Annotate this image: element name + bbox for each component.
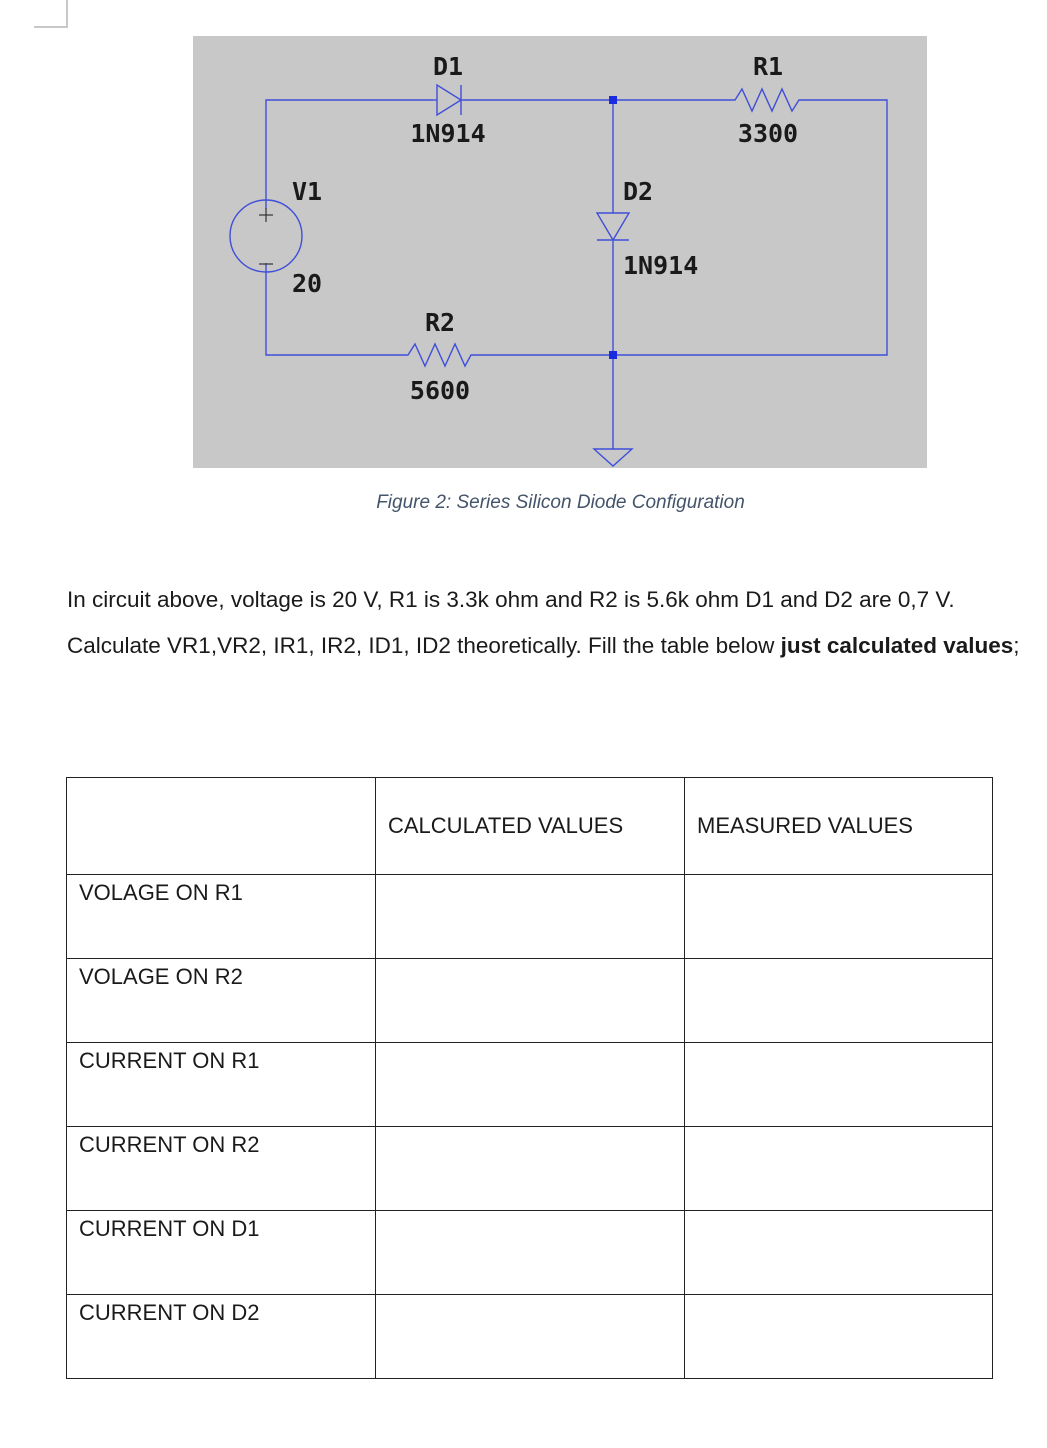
v1-name-label: V1 xyxy=(292,177,323,206)
measured-value-cell[interactable] xyxy=(685,1127,993,1211)
figure-caption: Figure 2: Series Silicon Diode Configuration xyxy=(376,492,745,513)
table-row xyxy=(67,959,993,1043)
calculated-value-cell[interactable] xyxy=(376,875,685,959)
row-label: CURRENT ON D1 xyxy=(67,1211,376,1295)
instruction-line-2-text: Calculate VR1,VR2, IR1, IR2, ID1, ID2 theoretically. Fill the table below xyxy=(67,633,781,658)
instruction-line-1: In circuit above, voltage is 20 V, R1 is 3.3k ohm and R2 is 5.6k ohm D1 and D2 are 0,7 V. xyxy=(67,587,955,612)
header-cell-empty xyxy=(67,778,376,875)
row-label: VOLAGE ON R2 xyxy=(67,959,376,1043)
r1-name-label: R1 xyxy=(752,52,784,81)
instruction-line-2 xyxy=(67,633,1020,659)
circuit-schematic xyxy=(193,36,927,468)
schematic-background xyxy=(193,36,927,468)
junction-node-top xyxy=(609,96,617,104)
d2-name-label: D2 xyxy=(623,177,654,206)
v1-value-label: 20 xyxy=(292,269,323,298)
header-measured-values: MEASURED VALUES xyxy=(685,778,993,875)
r2-value-label: 5600 xyxy=(409,376,471,405)
junction-node-bottom xyxy=(609,351,617,359)
measured-value-cell[interactable] xyxy=(685,1211,993,1295)
table-row xyxy=(67,875,993,959)
row-label: CURRENT ON R2 xyxy=(67,1127,376,1211)
r1-value-label: 3300 xyxy=(737,119,799,148)
d2-model-label: 1N914 xyxy=(623,251,699,280)
measured-value-cell[interactable] xyxy=(685,1295,993,1379)
r2-name-label: R2 xyxy=(424,308,456,337)
row-label: CURRENT ON D2 xyxy=(67,1295,376,1379)
d1-model-label: 1N914 xyxy=(410,119,486,148)
calculated-value-cell[interactable] xyxy=(376,1211,685,1295)
header-calculated-values: CALCULATED VALUES xyxy=(376,778,685,875)
row-label: VOLAGE ON R1 xyxy=(67,875,376,959)
table-row xyxy=(67,1211,993,1295)
page-corner-mark xyxy=(34,0,68,28)
calculated-value-cell[interactable] xyxy=(376,1043,685,1127)
measured-value-cell[interactable] xyxy=(685,1043,993,1127)
calculated-value-cell[interactable] xyxy=(376,1295,685,1379)
calculated-value-cell[interactable] xyxy=(376,959,685,1043)
measured-value-cell[interactable] xyxy=(685,875,993,959)
row-label: CURRENT ON R1 xyxy=(67,1043,376,1127)
instruction-line-2-end: ; xyxy=(1013,633,1020,658)
results-table xyxy=(66,777,993,1379)
d1-name-label: D1 xyxy=(432,52,464,81)
table-row xyxy=(67,1043,993,1127)
table-row xyxy=(67,1295,993,1379)
measured-value-cell[interactable] xyxy=(685,959,993,1043)
instruction-emphasis: just calculated values xyxy=(780,633,1014,658)
calculated-value-cell[interactable] xyxy=(376,1127,685,1211)
table-row xyxy=(67,1127,993,1211)
table-header-row xyxy=(67,778,993,875)
